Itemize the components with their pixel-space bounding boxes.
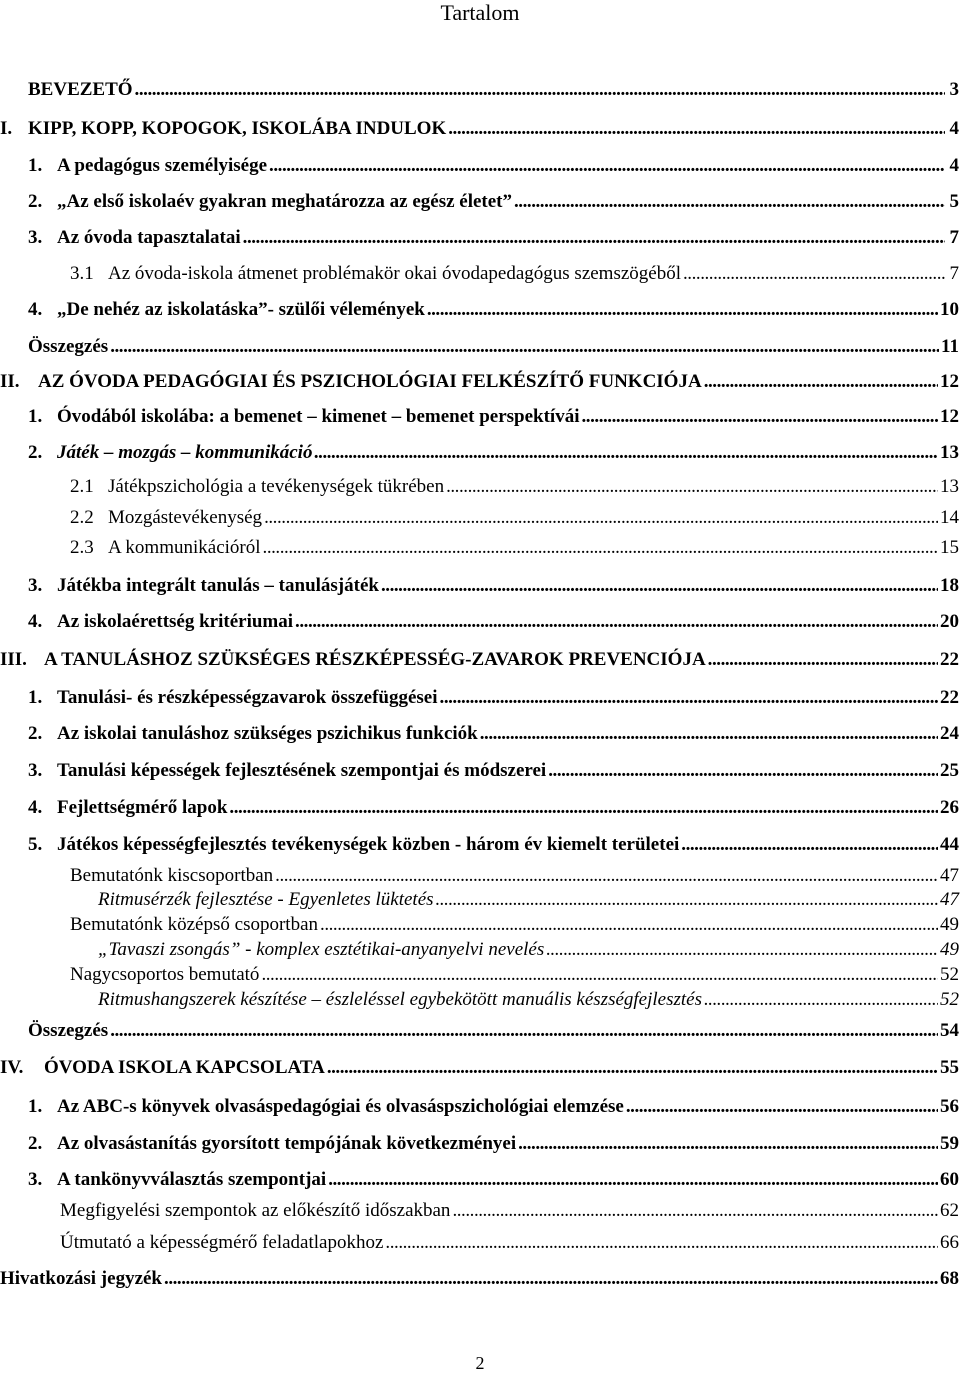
toc-leader-dots [320,914,938,936]
toc-leader-dots [546,939,938,961]
toc-entry-number: 3. [28,227,43,248]
toc-entry-title: Az óvoda-iskola átmenet problémakör okai óvodapedagógus szemszögéből [108,263,681,284]
toc-entry[interactable] [28,79,960,101]
toc-entry-number: 5. [28,834,43,855]
toc-entry[interactable] [28,611,960,633]
toc-entry-title: Összegzés [28,336,109,357]
toc-entry-title: BEVEZETŐ [28,79,133,100]
toc-entry-number: 2.3 [70,537,94,558]
toc-entry-number: 1. [28,1096,43,1117]
toc-entry-page: 20 [940,611,959,632]
toc-leader-dots [480,723,938,745]
toc-entry-title: A kommunikációról [108,537,261,558]
toc-leader-dots [626,1096,938,1118]
toc-entry-title: „Az első iskolaév gyakran meghatározza az egész életet” [57,191,512,212]
toc-entry[interactable] [0,118,960,140]
toc-entry-number: 2. [28,442,43,463]
toc-entry[interactable] [60,1232,960,1254]
toc-entry[interactable] [28,1096,960,1118]
toc-entry-page: 18 [940,575,959,596]
toc-entry-title: Ritmusérzék fejlesztése - Egyenletes lüktetés [98,889,434,910]
toc-leader-dots [518,1133,938,1155]
toc-entry-number: I. [0,118,13,139]
toc-entry-page: 62 [940,1200,959,1221]
toc-entry-title: „De nehéz az iskolatáska”- szülői vélemények [57,299,425,320]
toc-entry[interactable] [70,537,960,559]
toc-leader-dots [381,575,938,597]
toc-entry-number: 2.2 [70,507,94,528]
toc-entry-number: 1. [28,406,43,427]
toc-entry-page: 4 [949,155,959,176]
toc-entry[interactable] [28,1169,960,1191]
toc-entry-title: Az iskolaérettség kritériumai [57,611,294,632]
toc-leader-dots [314,442,938,464]
toc-leader-dots [264,507,938,529]
toc-entry-page: 10 [940,299,959,320]
toc-entry-page: 52 [940,964,959,985]
toc-entry-page: 56 [940,1096,959,1117]
toc-entry-page: 22 [940,687,959,708]
toc-entry-title: Bemutatónk középső csoportban [70,914,319,935]
toc-leader-dots [295,611,938,633]
toc-entry-number: 3. [28,760,43,781]
toc-entry-title: ÓVODA ISKOLA KAPCSOLATA [44,1057,325,1078]
toc-leader-dots [440,687,938,709]
toc-leader-dots [243,227,945,249]
toc-entry-title: Ritmushangszerek készítése – észleléssel egybekötött manuális készségfejlesztés [98,989,702,1010]
toc-entry-title: Nagycsoportos bemutató [70,964,260,985]
toc-entry[interactable] [98,939,960,961]
toc-entry-title: Az ABC-s könyvek olvasáspedagógiai és olvasáspszichológiai elemzése [57,1096,624,1117]
toc-entry[interactable] [28,442,960,464]
toc-entry[interactable] [28,834,960,856]
toc-entry-title: Tanulási képességek fejlesztésének szempontjai és módszerei [57,760,547,781]
toc-leader-dots [514,191,945,213]
toc-leader-dots [135,79,945,101]
toc-entry-page: 12 [940,371,959,392]
toc-entry-title: Az iskolai tanuláshoz szükséges pszichikus funkciók [57,723,478,744]
toc-entry[interactable] [28,575,960,597]
toc-leader-dots [452,1200,938,1222]
toc-entry-title: A TANULÁSHOZ SZÜKSÉGES RÉSZKÉPESSÉG-ZAVAROK PREVENCIÓJA [44,649,706,670]
toc-entry-title: Bemutatónk kiscsoportban [70,865,274,886]
toc-leader-dots [704,371,938,393]
toc-entry-title: Útmutató a képességmérő feladatlapokhoz [60,1232,384,1253]
toc-entry-page: 44 [940,834,959,855]
toc-entry-title: Óvodából iskolába: a bemenet – kimenet – bemenet perspektívái [57,406,580,427]
toc-entry-title: „Tavaszi zsongás” - komplex esztétikai-anyanyelvi nevelés [98,939,545,960]
toc-entry[interactable] [0,1057,960,1079]
toc-entry-page: 4 [949,118,959,139]
toc-entry-number: 2. [28,191,43,212]
toc-leader-dots [683,263,945,285]
toc-entry[interactable] [98,889,960,911]
toc-entry-number: 3.1 [70,263,94,284]
toc-entry-page: 54 [940,1020,959,1041]
toc-leader-dots [446,476,938,498]
toc-entry-number: 4. [28,611,43,632]
toc-entry-title: Játékpszichológia a tevékenységek tükrében [108,476,445,497]
page-title: Tartalom [440,0,520,25]
toc-entry[interactable] [0,649,960,671]
toc-entry-title: Játékos képességfejlesztés tevékenységek közben - három év kiemelt területei [57,834,680,855]
toc-leader-dots [708,649,938,671]
toc-entry[interactable] [28,191,960,213]
toc-leader-dots [385,1232,938,1254]
toc-leader-dots [164,1268,938,1290]
toc-entry-number: II. [0,371,20,392]
toc-leader-dots [269,155,945,177]
toc-entry[interactable] [28,155,960,177]
toc-leader-dots [110,336,939,358]
toc-entry-title: KIPP, KOPP, KOPOGOK, ISKOLÁBA INDULOK [28,118,447,139]
toc-entry[interactable] [28,1020,960,1042]
toc-entry-number: 4. [28,797,43,818]
toc-entry[interactable] [0,1268,960,1290]
toc-leader-dots [229,797,938,819]
toc-entry-page: 3 [949,79,959,100]
toc-leader-dots [110,1020,938,1042]
toc-entry[interactable] [28,227,960,249]
toc-entry[interactable] [70,507,960,529]
toc-entry-number: III. [0,649,27,670]
toc-entry[interactable] [70,964,960,986]
toc-entry-number: 2.1 [70,476,94,497]
toc-entry-page: 60 [940,1169,959,1190]
toc-entry[interactable] [28,1133,960,1155]
toc-entry-page: 13 [940,442,959,463]
toc-leader-dots [582,406,939,428]
toc-entry-title: Tanulási- és részképességzavarok összefüggései [57,687,438,708]
toc-entry[interactable] [28,797,960,819]
toc-entry-number: 1. [28,155,43,176]
toc-leader-dots [328,1169,938,1191]
toc-entry-page: 68 [940,1268,959,1289]
toc-entry-title: Megfigyelési szempontok az előkészítő időszakban [60,1200,451,1221]
toc-entry-page: 24 [940,723,959,744]
toc-entry-page: 7 [949,227,959,248]
toc-entry-number: 2. [28,1133,43,1154]
toc-leader-dots [548,760,938,782]
toc-entry-title: AZ ÓVODA PEDAGÓGIAI ÉS PSZICHOLÓGIAI FELKÉSZÍTŐ FUNKCIÓJA [38,371,702,392]
toc-entry-page: 59 [940,1133,959,1154]
toc-entry-page: 66 [940,1232,959,1253]
toc-entry-page: 26 [940,797,959,818]
toc-entry[interactable] [28,299,960,321]
toc-leader-dots [436,889,938,911]
toc-entry-number: 1. [28,687,43,708]
toc-entry-title: A pedagógus személyisége [57,155,268,176]
toc-entry-title: Hivatkozási jegyzék [0,1268,163,1289]
toc-entry-page: 13 [940,476,959,497]
toc-leader-dots [427,299,938,321]
toc-leader-dots [275,865,938,887]
toc-entry-title: A tankönyvválasztás szempontjai [57,1169,327,1190]
toc-leader-dots [261,964,938,986]
toc-entry-page: 14 [940,507,959,528]
toc-leader-dots [681,834,938,856]
toc-entry-title: Az óvoda tapasztalatai [57,227,241,248]
toc-entry[interactable] [28,723,960,745]
toc-leader-dots [327,1057,938,1079]
toc-entry-page: 12 [940,406,959,427]
toc-entry[interactable] [28,336,960,358]
toc-entry[interactable] [98,989,960,1011]
toc-entry-title: Fejlettségmérő lapok [57,797,228,818]
toc-entry-number: 3. [28,575,43,596]
toc-entry-page: 15 [940,537,959,558]
toc-entry[interactable] [70,914,960,936]
toc-entry-title: Játékba integrált tanulás – tanulásjáték [57,575,379,596]
toc-entry-page: 25 [940,760,959,781]
toc-entry[interactable] [60,1200,960,1222]
toc-entry-page: 49 [940,939,959,960]
toc-entry-number: 4. [28,299,43,320]
toc-leader-dots [448,118,945,140]
toc-entry-number: 3. [28,1169,43,1190]
toc-entry-page: 11 [941,336,959,357]
toc-entry-number: IV. [0,1057,24,1078]
toc-entry-page: 22 [940,649,959,670]
toc-entry[interactable] [28,406,960,428]
toc-entry-page: 55 [940,1057,959,1078]
toc-entry-page: 7 [949,263,959,284]
toc-entry-title: Játék – mozgás – kommunikáció [57,442,313,463]
toc-entry[interactable] [70,865,960,887]
toc-entry-page: 47 [940,865,959,886]
toc-entry[interactable] [28,687,960,709]
toc-leader-dots [704,989,938,1011]
toc-entry-page: 52 [940,989,959,1010]
page-number: 2 [475,1353,485,1373]
toc-entry[interactable] [70,263,960,285]
toc-entry[interactable] [70,476,960,498]
toc-entry-title: Összegzés [28,1020,109,1041]
toc-entry-page: 47 [940,889,959,910]
toc-entry-page: 5 [949,191,959,212]
toc-entry-title: Mozgástevékenység [108,507,263,528]
toc-entry[interactable] [0,371,960,393]
toc-entry-page: 49 [940,914,959,935]
toc-entry[interactable] [28,760,960,782]
toc-leader-dots [263,537,938,559]
toc-entry-number: 2. [28,723,43,744]
toc-entry-title: Az olvasástanítás gyorsított tempójának következményei [57,1133,517,1154]
